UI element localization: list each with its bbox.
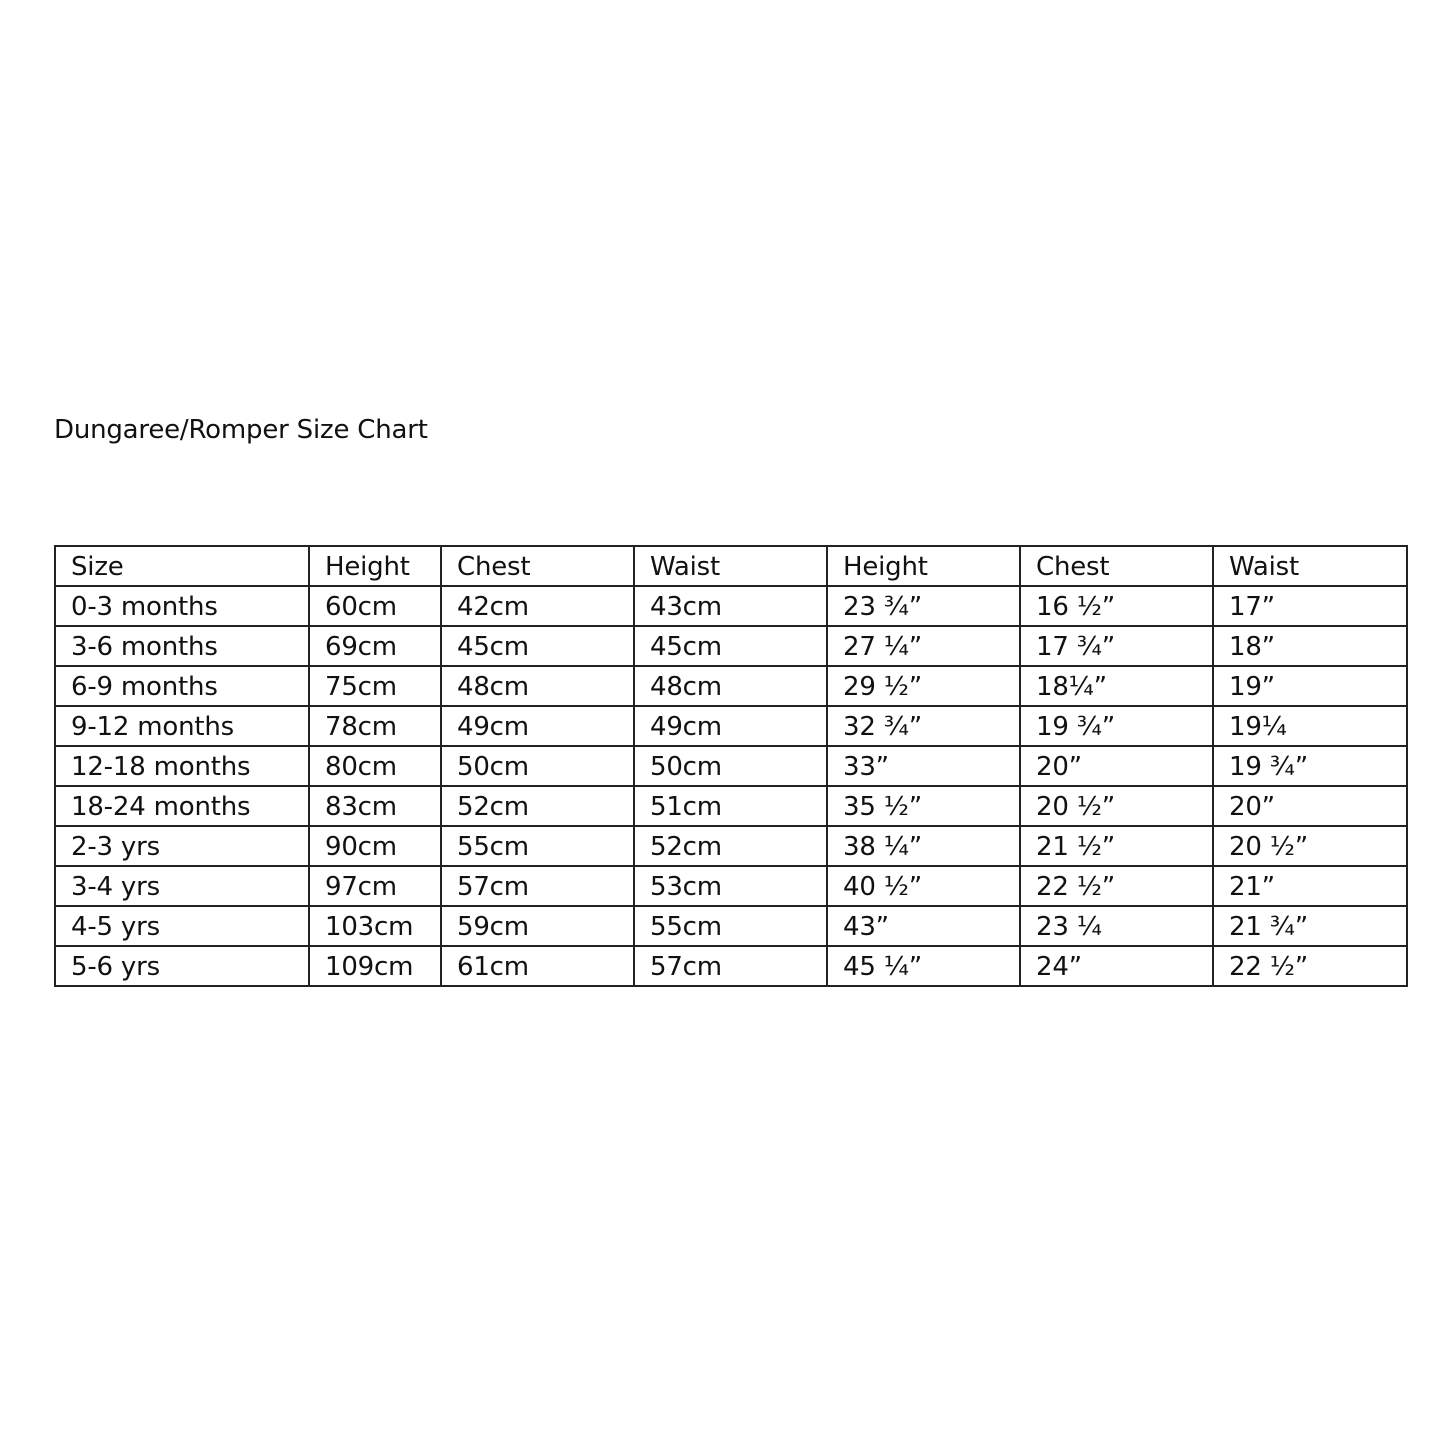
cell-chest-in: 21 ½” [1020,826,1213,866]
cell-chest-cm: 61cm [441,946,634,986]
column-header-waist-cm: Waist [634,546,827,586]
cell-height-in: 27 ¼” [827,626,1020,666]
table-row [55,906,1407,946]
cell-size: 3-6 months [55,626,309,666]
cell-waist-in: 19 ¾” [1213,746,1407,786]
cell-chest-cm: 42cm [441,586,634,626]
cell-waist-in: 19¼ [1213,706,1407,746]
cell-size: 12-18 months [55,746,309,786]
cell-height-in: 45 ¼” [827,946,1020,986]
cell-chest-in: 20” [1020,746,1213,786]
cell-waist-cm: 53cm [634,866,827,906]
cell-chest-in: 19 ¾” [1020,706,1213,746]
cell-height-cm: 83cm [309,786,441,826]
cell-waist-cm: 52cm [634,826,827,866]
table-row [55,866,1407,906]
cell-size: 5-6 yrs [55,946,309,986]
cell-chest-in: 17 ¾” [1020,626,1213,666]
table-row [55,826,1407,866]
table-row [55,746,1407,786]
cell-chest-in: 24” [1020,946,1213,986]
cell-chest-cm: 48cm [441,666,634,706]
cell-chest-cm: 45cm [441,626,634,666]
cell-height-cm: 90cm [309,826,441,866]
cell-height-in: 32 ¾” [827,706,1020,746]
cell-waist-in: 17” [1213,586,1407,626]
cell-chest-in: 16 ½” [1020,586,1213,626]
cell-size: 9-12 months [55,706,309,746]
cell-height-cm: 80cm [309,746,441,786]
cell-height-in: 35 ½” [827,786,1020,826]
cell-waist-cm: 50cm [634,746,827,786]
cell-waist-cm: 57cm [634,946,827,986]
cell-height-in: 29 ½” [827,666,1020,706]
cell-size: 0-3 months [55,586,309,626]
cell-size: 3-4 yrs [55,866,309,906]
cell-waist-in: 21” [1213,866,1407,906]
column-header-chest-in: Chest [1020,546,1213,586]
cell-waist-cm: 51cm [634,786,827,826]
page-title: Dungaree/Romper Size Chart [54,415,428,445]
cell-chest-in: 20 ½” [1020,786,1213,826]
cell-height-in: 43” [827,906,1020,946]
cell-height-cm: 97cm [309,866,441,906]
cell-waist-cm: 49cm [634,706,827,746]
cell-chest-in: 22 ½” [1020,866,1213,906]
column-header-height-in: Height [827,546,1020,586]
cell-chest-cm: 55cm [441,826,634,866]
table-row [55,626,1407,666]
table-header-row [55,546,1407,586]
cell-chest-cm: 57cm [441,866,634,906]
cell-height-in: 23 ¾” [827,586,1020,626]
cell-chest-in: 18¼” [1020,666,1213,706]
cell-size: 2-3 yrs [55,826,309,866]
cell-waist-in: 21 ¾” [1213,906,1407,946]
cell-height-cm: 78cm [309,706,441,746]
cell-height-cm: 60cm [309,586,441,626]
cell-height-cm: 75cm [309,666,441,706]
cell-waist-in: 20 ½” [1213,826,1407,866]
table-row [55,786,1407,826]
cell-height-in: 33” [827,746,1020,786]
column-header-chest-cm: Chest [441,546,634,586]
cell-waist-cm: 45cm [634,626,827,666]
cell-waist-in: 18” [1213,626,1407,666]
cell-chest-cm: 59cm [441,906,634,946]
cell-height-cm: 69cm [309,626,441,666]
cell-waist-in: 19” [1213,666,1407,706]
cell-waist-in: 20” [1213,786,1407,826]
cell-height-cm: 109cm [309,946,441,986]
column-header-height-cm: Height [309,546,441,586]
table-row [55,586,1407,626]
column-header-waist-in: Waist [1213,546,1407,586]
cell-chest-cm: 49cm [441,706,634,746]
table-row [55,666,1407,706]
table-row [55,946,1407,986]
cell-height-cm: 103cm [309,906,441,946]
size-chart-table [54,545,1408,987]
table-row [55,706,1407,746]
cell-chest-in: 23 ¼ [1020,906,1213,946]
cell-height-in: 40 ½” [827,866,1020,906]
cell-size: 18-24 months [55,786,309,826]
cell-size: 6-9 months [55,666,309,706]
cell-height-in: 38 ¼” [827,826,1020,866]
cell-chest-cm: 52cm [441,786,634,826]
cell-waist-cm: 55cm [634,906,827,946]
cell-size: 4-5 yrs [55,906,309,946]
cell-chest-cm: 50cm [441,746,634,786]
cell-waist-in: 22 ½” [1213,946,1407,986]
cell-waist-cm: 43cm [634,586,827,626]
cell-waist-cm: 48cm [634,666,827,706]
column-header-size: Size [55,546,309,586]
